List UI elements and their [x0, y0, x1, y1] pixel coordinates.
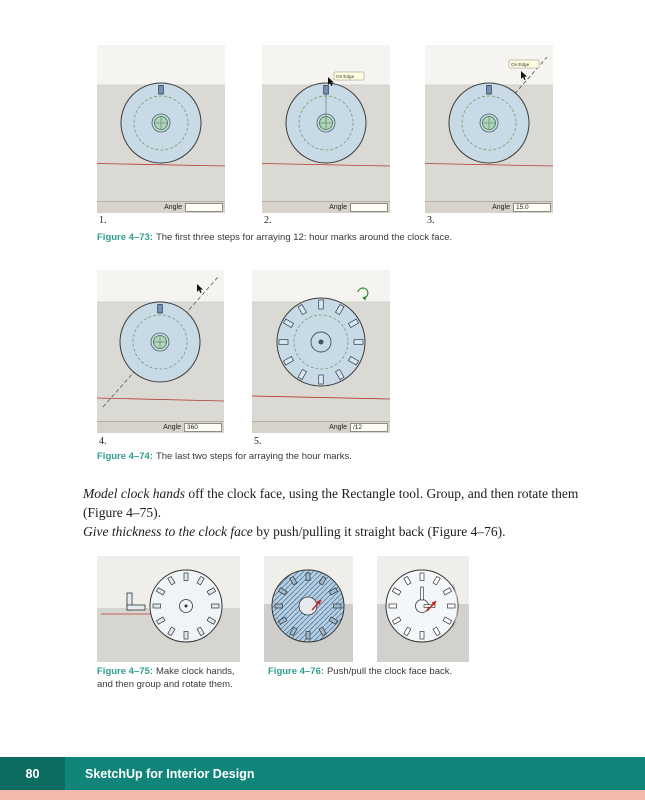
- figure-4-74-label: Figure 4–74:: [97, 451, 153, 462]
- footer-accent-strip: [0, 790, 645, 800]
- screenshot-step-2: [262, 45, 390, 213]
- hour-mark: [324, 86, 329, 95]
- measurements-bar: [262, 201, 390, 213]
- clock-hub-center: [185, 605, 188, 608]
- step-number-5: 5.: [254, 436, 262, 447]
- vcb-value[interactable]: [350, 203, 388, 212]
- screenshot-step-4: [97, 270, 224, 433]
- vcb-label: Angle: [164, 204, 182, 211]
- rotate-protractor: [483, 117, 496, 130]
- measurements-bar: [97, 201, 225, 213]
- screenshot-step-1: [97, 45, 225, 213]
- paragraph-1-rest: off the clock face, using the Rectangle tool. Group, and then rotate them: [184, 486, 579, 501]
- figure-4-74-caption-text: The last two steps for arraying the hour marks.: [155, 451, 352, 462]
- sky: [97, 270, 224, 302]
- book-title: SketchUp for Interior Design: [85, 766, 255, 781]
- rotate-protractor: [154, 336, 167, 349]
- sketchup-viewport-fig76a: [264, 556, 353, 662]
- footer-bar: [0, 757, 645, 790]
- sketchup-viewport-2: [262, 45, 390, 201]
- figure-4-76-caption: [268, 666, 568, 679]
- hour-mark: [487, 86, 492, 95]
- figure-4-73-caption-text: The first three steps for arraying 12: hour marks around the clock face.: [155, 232, 453, 243]
- page-number: 80: [0, 757, 65, 790]
- vcb-label: Angle: [329, 204, 347, 211]
- paragraph-1-line2: (Figure 4–75).: [83, 504, 161, 520]
- sketchup-viewport-fig76b: [377, 556, 469, 662]
- tooltip: [334, 72, 364, 80]
- figure-4-73-label: Figure 4–73:: [97, 232, 153, 243]
- vcb-label: Angle: [163, 424, 181, 431]
- vcb-value[interactable]: /12: [350, 423, 388, 432]
- clock-hub-center: [319, 340, 324, 345]
- screenshot-fig76-b: [377, 556, 469, 662]
- sky: [97, 45, 225, 85]
- vcb-value[interactable]: [185, 203, 223, 212]
- step-number-1: 1.: [99, 215, 107, 226]
- vcb-value[interactable]: 15.0: [513, 203, 551, 212]
- figure-4-75-caption-line1: Make clock hands,: [155, 666, 235, 677]
- figure-4-75-caption-line2: and then group and rotate them.: [97, 678, 233, 690]
- figure-4-74-caption: [97, 451, 517, 464]
- vcb-label: Angle: [492, 204, 510, 211]
- svg-text:On Edge: On Edge: [511, 61, 530, 67]
- step-number-4: 4.: [99, 436, 107, 447]
- paragraph-give-thickness: [83, 523, 603, 542]
- rotate-protractor: [320, 117, 333, 130]
- measurements-bar: [425, 201, 553, 213]
- sketchup-viewport-3: [425, 45, 553, 201]
- screenshot-fig75: [97, 556, 240, 662]
- hour-mark: [159, 86, 164, 95]
- sketchup-viewport-5: [252, 270, 390, 421]
- figure-4-75-caption: [97, 666, 265, 692]
- paragraph-1-lead: Model clock hands: [83, 486, 185, 501]
- paragraph-2-lead: Give thickness to the clock face: [83, 524, 253, 539]
- step-number-2: 2.: [264, 215, 272, 226]
- tooltip: [509, 60, 539, 68]
- figure-4-76-caption-text: Push/pull the clock face back.: [326, 666, 453, 677]
- hour-mark: [158, 305, 163, 314]
- rotate-protractor: [155, 117, 168, 130]
- clock-hub: [299, 597, 317, 615]
- sketchup-viewport-fig75: [97, 556, 240, 662]
- figure-4-73-caption: [97, 232, 557, 245]
- paragraph-model-clock-hands: [83, 485, 603, 523]
- sky: [262, 45, 390, 85]
- sketchup-viewport-1: [97, 45, 225, 201]
- paragraph-2-rest: by push/pulling it straight back (Figure 4–76).: [252, 524, 506, 539]
- sky: [252, 270, 390, 302]
- sketchup-viewport-4: [97, 270, 224, 421]
- screenshot-step-3: [425, 45, 553, 213]
- screenshot-fig76-a: [264, 556, 353, 662]
- step-number-3: 3.: [427, 215, 435, 226]
- measurements-bar: [252, 421, 390, 433]
- screenshot-step-5: [252, 270, 390, 433]
- vcb-value[interactable]: 360: [184, 423, 222, 432]
- measurements-bar: [97, 421, 224, 433]
- svg-text:On Edge: On Edge: [336, 73, 355, 79]
- vcb-label: Angle: [329, 424, 347, 431]
- figure-4-76-label: Figure 4–76:: [268, 666, 324, 677]
- figure-4-75-label: Figure 4–75:: [97, 666, 153, 677]
